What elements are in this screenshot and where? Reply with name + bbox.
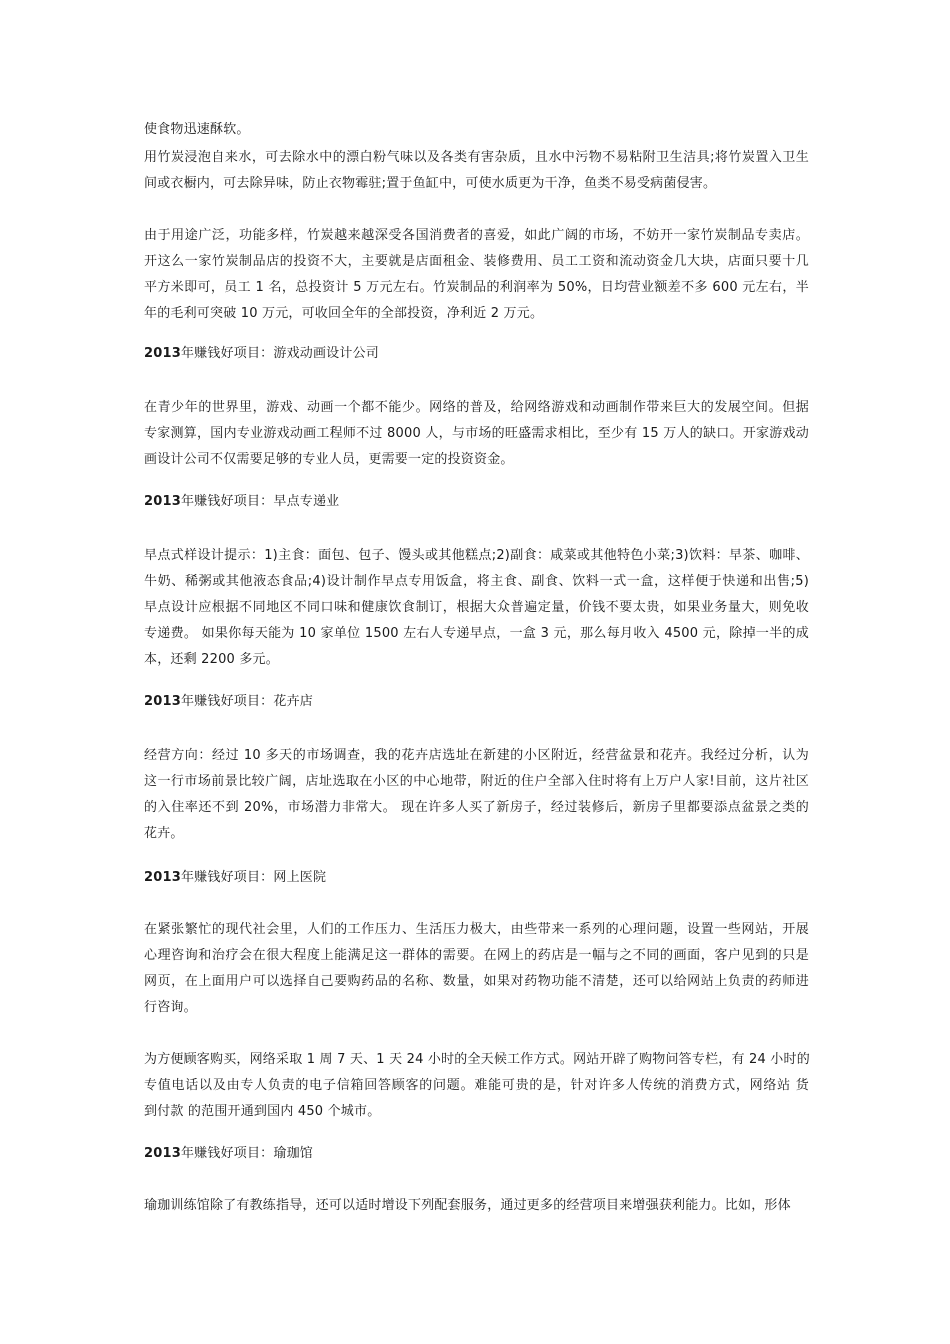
paragraph-line: 早点式样设计提示：1)主食：面包、包子、馒头或其他糕点;2)副食：咸菜或其他特色小菜;3)饮料：早茶、咖啡、 — [144, 548, 809, 563]
paragraph-line: 的入住率还不到 20%，市场潜力非常大。 现在许多人买了新房子，经过装修后，新房子里都要添点盆景之类的 — [144, 800, 809, 815]
paragraph-line: 行咨询。 — [144, 1000, 197, 1015]
heading-title: 年赚钱好项目：瑜珈馆 — [180, 1146, 313, 1161]
paragraph-line: 早点设计应根据不同地区不同口味和健康饮食制订，根据大众普遍定量，价钱不要太贵，如果业务量大，则免收 — [144, 600, 809, 615]
section-heading — [144, 692, 809, 712]
paragraph-line: 使食物迅速酥软。 — [144, 122, 250, 137]
paragraph-line: 在紧张繁忙的现代社会里，人们的工作压力、生活压力极大，由些带来一系列的心理问题，设置一些网站，开展 — [144, 922, 809, 937]
heading-year: 2013 — [144, 494, 181, 509]
section-heading — [144, 868, 809, 888]
heading-year: 2013 — [144, 346, 181, 361]
paragraph-line: 花卉。 — [144, 826, 184, 841]
paragraph-line: 专家测算，国内专业游戏动画工程师不过 8000 人，与市场的旺盛需求相比，至少有 15 万人的缺口。开家游戏动 — [144, 426, 809, 441]
paragraph-line: 牛奶、稀粥或其他液态食品;4)设计制作早点专用饭盒，将主食、副食、饮料一式一盒，这样便于快递和出售;5) — [144, 574, 809, 589]
heading-year: 2013 — [144, 694, 181, 709]
heading-title: 年赚钱好项目：早点专递业 — [180, 494, 340, 509]
section-heading — [144, 344, 809, 364]
paragraph-line: 网页，在上面用户可以选择自己要购药品的名称、数量，如果对药物功能不清楚，还可以给网站上负责的药师进 — [144, 974, 809, 989]
paragraph-line: 这一行市场前景比较广阔，店址选取在小区的中心地带，附近的住户全部入住时将有上万户人家!目前，这片社区 — [144, 774, 809, 789]
paragraph-line: 画设计公司不仅需要足够的专业人员，更需要一定的投资资金。 — [144, 452, 514, 467]
paragraph-line: 平方米即可，员工 1 名，总投资计 5 万元左右。竹炭制品的利润率为 50%，日均营业额差不多 600 元左右，半 — [144, 280, 809, 295]
paragraph-line: 间或衣橱内，可去除异味，防止衣物霉驻;置于鱼缸中，可使水质更为干净，鱼类不易受病菌侵害。 — [144, 176, 717, 191]
heading-year: 2013 — [144, 870, 181, 885]
paragraph-line: 专值电话以及由专人负责的电子信箱回答顾客的问题。难能可贵的是，针对许多人传统的消费方式，网络站 货 — [144, 1078, 809, 1093]
heading-title: 年赚钱好项目：网上医院 — [180, 870, 327, 885]
paragraph-line: 心理咨询和治疗会在很大程度上能满足这一群体的需要。在网上的药店是一幅与之不同的画面，客户见到的只是 — [144, 948, 809, 963]
paragraph-line: 瑜珈训练馆除了有教练指导，还可以适时增设下列配套服务，通过更多的经营项目来增强获利能力。比如，形体 — [144, 1198, 791, 1213]
paragraph-line: 经营方向：经过 10 多天的市场调查，我的花卉店选址在新建的小区附近，经营盆景和花卉。我经过分析，认为 — [144, 748, 809, 763]
heading-title: 年赚钱好项目：花卉店 — [180, 694, 313, 709]
paragraph-line: 专递费。 如果你每天能为 10 家单位 1500 左右人专递早点，一盒 3 元，那么每月收入 4500 元，除掉一半的成 — [144, 626, 809, 641]
paragraph-line: 开这么一家竹炭制品店的投资不大，主要就是店面租金、装修费用、员工工资和流动资金几大块，店面只要十几 — [144, 254, 809, 269]
paragraph-line: 用竹炭浸泡自来水，可去除水中的漂白粉气味以及各类有害杂质，且水中污物不易粘附卫生洁具;将竹炭置入卫生 — [144, 150, 809, 165]
section-heading — [144, 1144, 809, 1164]
paragraph-line: 年的毛利可突破 10 万元，可收回全年的全部投资，净利近 2 万元。 — [144, 306, 544, 321]
paragraph-line: 在青少年的世界里，游戏、动画一个都不能少。网络的普及，给网络游戏和动画制作带来巨大的发展空间。但据 — [144, 400, 809, 415]
heading-year: 2013 — [144, 1146, 181, 1161]
paragraph-line: 为方便顾客购买，网络采取 1 周 7 天、1 天 24 小时的全天候工作方式。网站开辟了购物问答专栏，有 24 小时的 — [144, 1052, 810, 1067]
heading-title: 年赚钱好项目：游戏动画设计公司 — [180, 346, 379, 361]
paragraph-line: 由于用途广泛，功能多样，竹炭越来越深受各国消费者的喜爱，如此广阔的市场，不妨开一家竹炭制品专卖店。 — [144, 228, 809, 243]
section-heading — [144, 492, 809, 512]
paragraph-line: 到付款 的范围开通到国内 450 个城市。 — [144, 1104, 381, 1119]
paragraph-line: 本，还剩 2200 多元。 — [144, 652, 279, 667]
